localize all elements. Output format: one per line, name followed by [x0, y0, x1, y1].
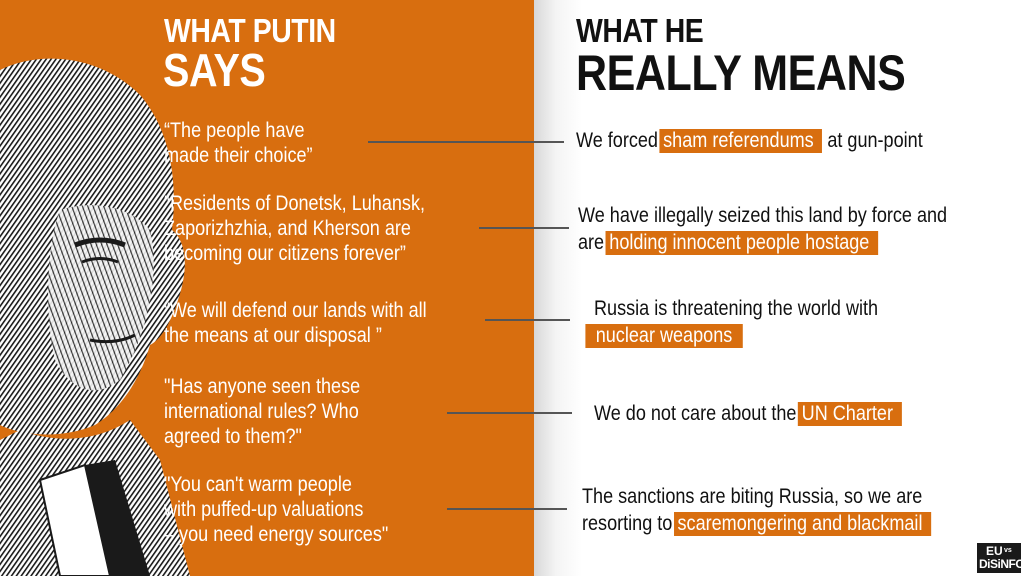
meaning-highlight: holding innocent people hostage	[606, 231, 878, 255]
connector-line	[447, 508, 567, 510]
meaning-2	[578, 202, 947, 256]
quote-line: – you need energy sources"	[164, 523, 389, 546]
quote-line: Zaporizhzhia, and Kherson are	[164, 217, 411, 240]
meaning-text: at gun-point	[827, 129, 923, 152]
logo-text-vs: vs	[1004, 547, 1012, 554]
meaning-text: We do not care about the	[594, 402, 797, 425]
meaning-3	[594, 295, 878, 349]
quote-line: “Residents of Donetsk, Luhansk,	[164, 192, 426, 215]
meaning-text: We forced	[576, 129, 658, 152]
quote-line: "You can't warm people	[164, 473, 352, 496]
meaning-text: resorting to	[582, 512, 673, 535]
meaning-4	[594, 400, 902, 427]
connector-line	[485, 319, 570, 321]
says-heading-line1: WHAT PUTIN	[164, 12, 336, 49]
connector-line	[368, 141, 564, 143]
quote-line: “We will defend our lands with all	[164, 299, 427, 322]
meaning-highlight: nuclear weapons	[585, 324, 742, 348]
quote-line: the means at our disposal ”	[164, 324, 382, 347]
meaning-text: are	[578, 231, 605, 254]
quote-line: becoming our citizens forever”	[164, 242, 406, 265]
logo-text-eu: EU	[986, 544, 1003, 558]
meaning-highlight: UN Charter	[798, 402, 901, 426]
connector-line	[479, 227, 569, 229]
connector-line	[447, 412, 572, 414]
says-heading-line2: SAYS	[163, 44, 266, 96]
meaning-text: The sanctions are biting Russia, so we are	[582, 485, 923, 508]
quote-line: "Has anyone seen these	[164, 375, 361, 398]
logo-text-disinfo: DiSiNFO	[979, 557, 1024, 571]
quote-line: agreed to them?"	[164, 425, 302, 448]
means-heading-line2: REALLY MEANS	[576, 45, 906, 101]
quote-1	[164, 118, 313, 168]
meaning-text: Russia is threatening the world with	[594, 297, 879, 320]
quote-line: “The people have	[164, 119, 305, 142]
meaning-1	[576, 127, 923, 154]
quote-4	[164, 374, 360, 449]
meaning-highlight: scaremongering and blackmail	[674, 512, 931, 536]
quote-line: international rules? Who	[164, 400, 359, 423]
means-heading-line1: WHAT HE	[576, 12, 704, 49]
quote-line: with puffed-up valuations	[164, 498, 364, 521]
quote-2	[164, 191, 425, 266]
quote-5	[164, 472, 388, 547]
quote-line: made their choice”	[164, 144, 313, 167]
meaning-text: We have illegally seized this land by force and	[578, 204, 948, 227]
euvsdisinfo-logo	[977, 543, 1024, 573]
quote-3	[164, 298, 427, 348]
meaning-highlight: sham referendums	[660, 129, 823, 153]
meaning-5	[582, 483, 931, 537]
portrait-image	[0, 40, 190, 576]
